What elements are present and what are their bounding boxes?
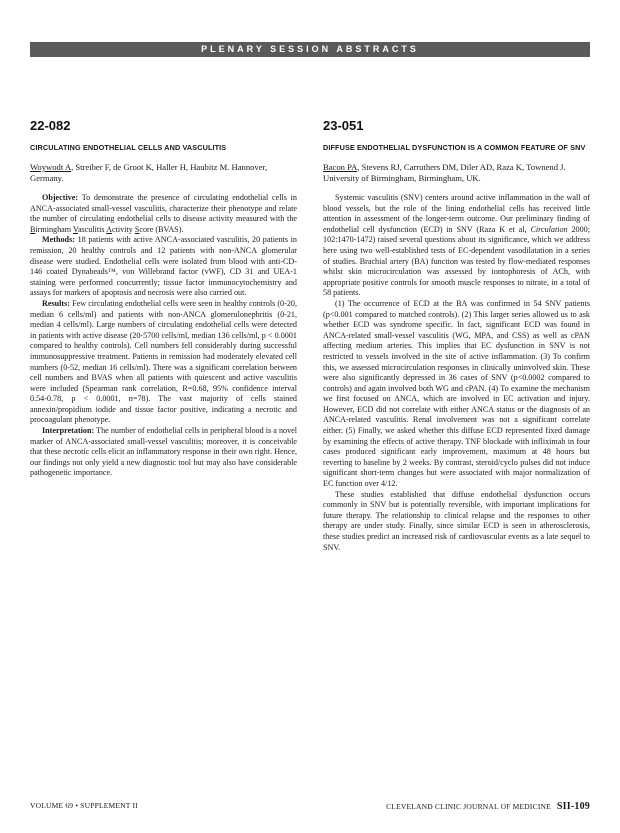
footer-volume: VOLUME 69 • SUPPLEMENT II <box>30 801 138 810</box>
abstract-left <box>30 118 297 479</box>
paragraph-text: Systemic vasculitis (SNV) centers around active inflammation in the wall of blood vessels, but the role of the lining endothelial cells has received little attention in assessment of the longer-term outcome. Our preliminary finding of endothelial cell dysfunction (ECD) in SNV (Raza K et al, <box>323 193 590 234</box>
body-paragraph-1 <box>323 193 590 299</box>
bvas-initial-s: S <box>134 224 140 234</box>
abstract-authors <box>30 162 297 184</box>
objective-label: Objective: <box>42 193 79 202</box>
objective-text: To demonstrate the presence of circulating endothelial cells in ANCA-associated small-vessel vasculitis, characterize their phenotype and relate the number of circulating endothelial cells to disease activity measured with the <box>30 193 297 224</box>
bvas-word-4: core (BVAS). <box>139 224 184 234</box>
journal-name: Circulation <box>530 224 568 234</box>
bvas-word-2: asculitis <box>77 224 107 234</box>
presenting-author: Bacon PA <box>323 162 358 172</box>
results-label: Results: <box>42 298 70 308</box>
methods-label: Methods: <box>42 235 75 245</box>
footer-journal-name: CLEVELAND CLINIC JOURNAL OF MEDICINE <box>386 802 551 811</box>
section-banner: PLENARY SESSION ABSTRACTS <box>30 42 590 57</box>
bvas-initial-v: V <box>72 224 78 234</box>
abstract-right <box>323 118 590 553</box>
methods-paragraph <box>30 235 297 299</box>
methods-text: 18 patients with active ANCA-associated vasculitis, 20 patients in remission, 20 healthy controls and 12 patients with non-ANCA glomerular disease were studied. Endothelial cells were isolated from blood with anti-CD-146 coated Dynabeads™, von Willebrand factor (vWF), CD 31 and UEA-1 staining were performed concurrently; tissue factor immunocytochemistry and assays for markers of apoptosis and necrosis were also carried out. <box>30 235 297 298</box>
results-text: Few circulating endothelial cells were seen in healthy controls (0-20, median 6 cells/ml) and patients with non-ANCA glomerulonephritis (0-21, median 4 cells/ml). Large numbers of circulating endothelial cells were detected in patients with active disease (20-5700 cells/ml, median 136 cells/ml, p < 0.0001 compared to healthy controls). Cell numbers fell considerably during successful immunosuppressive treatment. Patients in remission had moderately elevated cell numbers (0-52, median 16 cells/ml). There was a significant correlation between cell numbers and BVAS when all patients with quiescent and active vasculitis were included (Spearman rank correlation, R=0.68, 95% confidence interval 0.54-0.78, p < 0.0001, n=78). The vast majority of cells stained annexin/propidium iodide and tissue factor positive, indicating a necrotic and procoagulant phenotype. <box>30 298 297 425</box>
paragraph-text: 2000; 102:1470-1472) raised several questions about its significance, which we address here using two well-established tests of EC-dependent vasodilatation in a series of studies. Brachial artery (BA) function was tested by flow-mediated responses whilst skin microcirculation was assessed by iontophoresis of ACh, with appropriate positive controls for smooth muscle responses to nitrate, in a total of 58 patients. <box>323 224 590 298</box>
abstract-body <box>323 193 590 553</box>
abstract-title: DIFFUSE ENDOTHELIAL DYSFUNCTION IS A COMMON FEATURE OF SNV <box>323 143 586 152</box>
abstract-body <box>30 193 297 479</box>
body-paragraph-2: (1) The occurrence of ECD at the BA was confirmed in 54 SNV patients (p<0.001 compared to matched controls). (2) This larger series allowed us to ask whether ECD was syndrome specific. In fact, significant ECD was found in ANCA-related small-vessel vasculitis (WG, MPA, and CSS) as well as cPAN affecting medium arteries. This implies that EC dysfunction in SNV is not restricted to vessels involved in the site of active inflammation. (3) To confirm this, we assessed microcirculation responses in clinically uninvolved skin. These were also significantly depressed in 36 cases of SNV (p<0.0002 compared to controls) and again involved both WG and cPAN. (4) To examine the mechanism we first focused on ANCA, which are involved in EC activation and injury. However, ECD did not correlate with either ANCA status or the diagnosis of an ANCA-related vasculitis. Renal involvement was not a significant correlate either. (5) Finally, we asked whether this diffuse ECD represented fixed damage by examining the effects of active therapy. TNF blockade with infliximab in four cases produced significant early improvement, maximum at 48 hours but reverting to baseline by 2 weeks. By contrast, steroid/cyclo pulses did not induce significant short-term changes but were associated with major normalization of EC function over 4/12. <box>323 298 590 489</box>
abstract-title: CIRCULATING ENDOTHELIAL CELLS AND VASCULITIS <box>30 143 227 152</box>
bvas-initial-b: B <box>30 224 36 234</box>
bvas-word-3: ctivity <box>112 224 135 234</box>
interpretation-text: The number of endothelial cells in peripheral blood is a novel marker of ANCA-associated small-vessel vasculitis; moreover, it is conceivable that these necrotic cells elicit an inflammatory response in their own right. Hence, our findings not only yield a new diagnostic tool but may also have considerable pathogenetic importance. <box>30 426 297 478</box>
objective-paragraph <box>30 193 297 235</box>
footer-journal <box>386 801 590 812</box>
interpretation-paragraph <box>30 426 297 479</box>
interpretation-label: Interpretation: <box>42 426 95 436</box>
body-paragraph-3: These studies established that diffuse endothelial dysfunction occurs commonly in SNV but is potentially reversible, with important implications for future therapy. The relationship to clinical relapse and the responses to other therapy are under study. Finally, since similar ECD is seen in atherosclerosis, these studies predict an increased risk of cardiovascular events as a late sequel to SNV. <box>323 489 590 552</box>
abstract-number: 23-051 <box>323 118 364 133</box>
co-authors: , Stevens RJ, Carruthers DM, Diler AD, Raza K, Townend J. University of Birmingham, Birmingham, UK. <box>323 162 566 183</box>
abstract-number: 22-082 <box>30 118 71 133</box>
co-authors: , Streiber F, de Groot K, Haller H, Haubitz M. Hannover, Germany. <box>30 162 268 183</box>
presenting-author: Woywodt A <box>30 162 72 172</box>
abstract-authors <box>323 162 590 184</box>
bvas-word-1: irmingham <box>35 224 73 234</box>
bvas-initial-a: A <box>106 224 113 234</box>
results-paragraph <box>30 299 297 426</box>
page-number: SII-109 <box>556 801 590 812</box>
